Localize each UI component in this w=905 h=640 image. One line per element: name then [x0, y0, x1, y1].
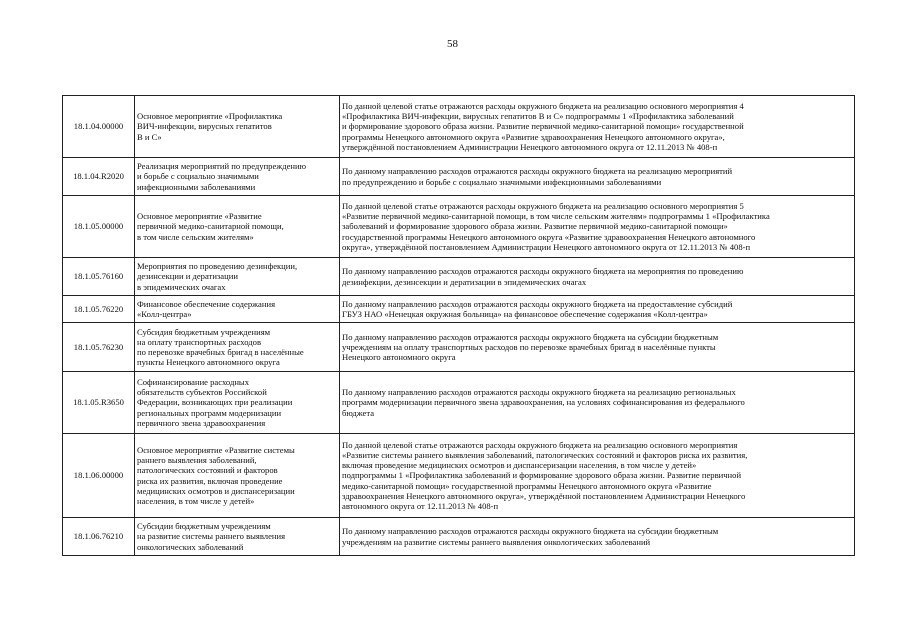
table-row [63, 196, 855, 258]
row-description: По данному направлению расходов отражаются расходы окружного бюджета на субсидии бюджетным учреждениям на развитие системы раннего выявления онкологических заболеваний [340, 518, 855, 556]
row-code: 18.1.04.R2020 [63, 158, 135, 196]
table-row [63, 258, 855, 296]
row-code: 18.1.06.76210 [63, 518, 135, 556]
table-row [63, 296, 855, 323]
row-code: 18.1.05.76230 [63, 323, 135, 372]
row-name: Софинансирование расходных обязательств субъектов Российской Федерации, возникающих при реализации региональных программ модернизации первичного звена здравоохранения [135, 372, 340, 434]
row-description: По данной целевой статье отражаются расходы окружного бюджета на реализацию основного мероприятия 4 «Профилактика ВИЧ-инфекции, вирусных гепатитов В и С» подпрограммы 1 «Профилактика заболеваний и формирование здорового образа жизни. Развитие первичной медико-санитарной помощи» государственной программы Ненецкого автономного округа «Развитие здравоохранения Ненецкого автономного округа», утверждённой постановлением Администрации Ненецкого автономного округа от 12.11.2013 № 408-п [340, 96, 855, 158]
row-name: Реализация мероприятий по предупреждению и борьбе с социально значимыми инфекционными заболеваниями [135, 158, 340, 196]
row-code: 18.1.05.R3650 [63, 372, 135, 434]
table-row [63, 96, 855, 158]
row-code: 18.1.05.76160 [63, 258, 135, 296]
row-description: По данному направлению расходов отражаются расходы окружного бюджета на реализацию региональных программ модернизации первичного звена здравоохранения, на условиях софинансирования из федерального бюджета [340, 372, 855, 434]
table-row [63, 372, 855, 434]
budget-classification-table [62, 95, 855, 556]
table-row [63, 518, 855, 556]
row-name: Основное мероприятие «Развитие первичной медико-санитарной помощи, в том числе сельским жителям» [135, 196, 340, 258]
row-name: Основное мероприятие «Профилактика ВИЧ-инфекции, вирусных гепатитов В и С» [135, 96, 340, 158]
page-number: 58 [447, 38, 458, 50]
row-description: По данному направлению расходов отражаются расходы окружного бюджета на мероприятия по проведению дезинфекции, дезинсекции и дератизации в эпидемических очагах [340, 258, 855, 296]
row-description: По данной целевой статье отражаются расходы окружного бюджета на реализацию основного мероприятия «Развитие системы раннего выявления заболеваний, патологических состояний и факторов риска их развития, включая проведение медицинских осмотров и диспансеризации населения, в том числе у детей» подпрограммы 1 «Профилактика заболеваний и формирование здорового образа жизни. Развитие первичной медико-санитарной помощи» государственной программы Ненецкого автономного округа «Развитие здравоохранения Ненецкого автономного округа», утверждённой постановлением Администрации Ненецкого автономного округа от 12.11.2013 № 408-п [340, 434, 855, 518]
row-code: 18.1.06.00000 [63, 434, 135, 518]
row-code: 18.1.05.00000 [63, 196, 135, 258]
row-code: 18.1.05.76220 [63, 296, 135, 323]
table-row [63, 323, 855, 372]
row-name: Основное мероприятие «Развитие системы раннего выявления заболеваний, патологических состояний и факторов риска их развития, включая проведение медицинских осмотров и диспансеризации населения, в том числе у детей» [135, 434, 340, 518]
row-description: По данному направлению расходов отражаются расходы окружного бюджета на предоставление субсидий ГБУЗ НАО «Ненецкая окружная больница» на финансовое обеспечение содержания «Колл-центра» [340, 296, 855, 323]
row-description: По данному направлению расходов отражаются расходы окружного бюджета на реализацию мероприятий по предупреждению и борьбе с социально значимыми инфекционными заболеваниями [340, 158, 855, 196]
row-name: Финансовое обеспечение содержания «Колл-центра» [135, 296, 340, 323]
row-name: Мероприятия по проведению дезинфекции, дезинсекции и дератизации в эпидемических очагах [135, 258, 340, 296]
table-row [63, 158, 855, 196]
row-name: Субсидии бюджетным учреждениям на развитие системы раннего выявления онкологических заболеваний [135, 518, 340, 556]
row-description: По данному направлению расходов отражаются расходы окружного бюджета на субсидии бюджетным учреждениям на оплату транспортных расходов по перевозке врачебных бригад в населённые пункты Ненецкого автономного округа [340, 323, 855, 372]
table-row [63, 434, 855, 518]
row-name: Субсидия бюджетным учреждениям на оплату транспортных расходов по перевозке врачебных бригад в населённые пункты Ненецкого автономного округа [135, 323, 340, 372]
row-description: По данной целевой статье отражаются расходы окружного бюджета на реализацию основного мероприятия 5 «Развитие первичной медико-санитарной помощи, в том числе сельским жителям» подпрограммы 1 «Профилактика заболеваний и формирование здорового образа жизни. Развитие первичной медико-санитарной помощи» государственной программы Ненецкого автономного округа «Развитие здравоохранения Ненецкого автономного округа», утверждённой постановлением Администрации Ненецкого автономного округа от 12.11.2013 № 408-п [340, 196, 855, 258]
row-code: 18.1.04.00000 [63, 96, 135, 158]
